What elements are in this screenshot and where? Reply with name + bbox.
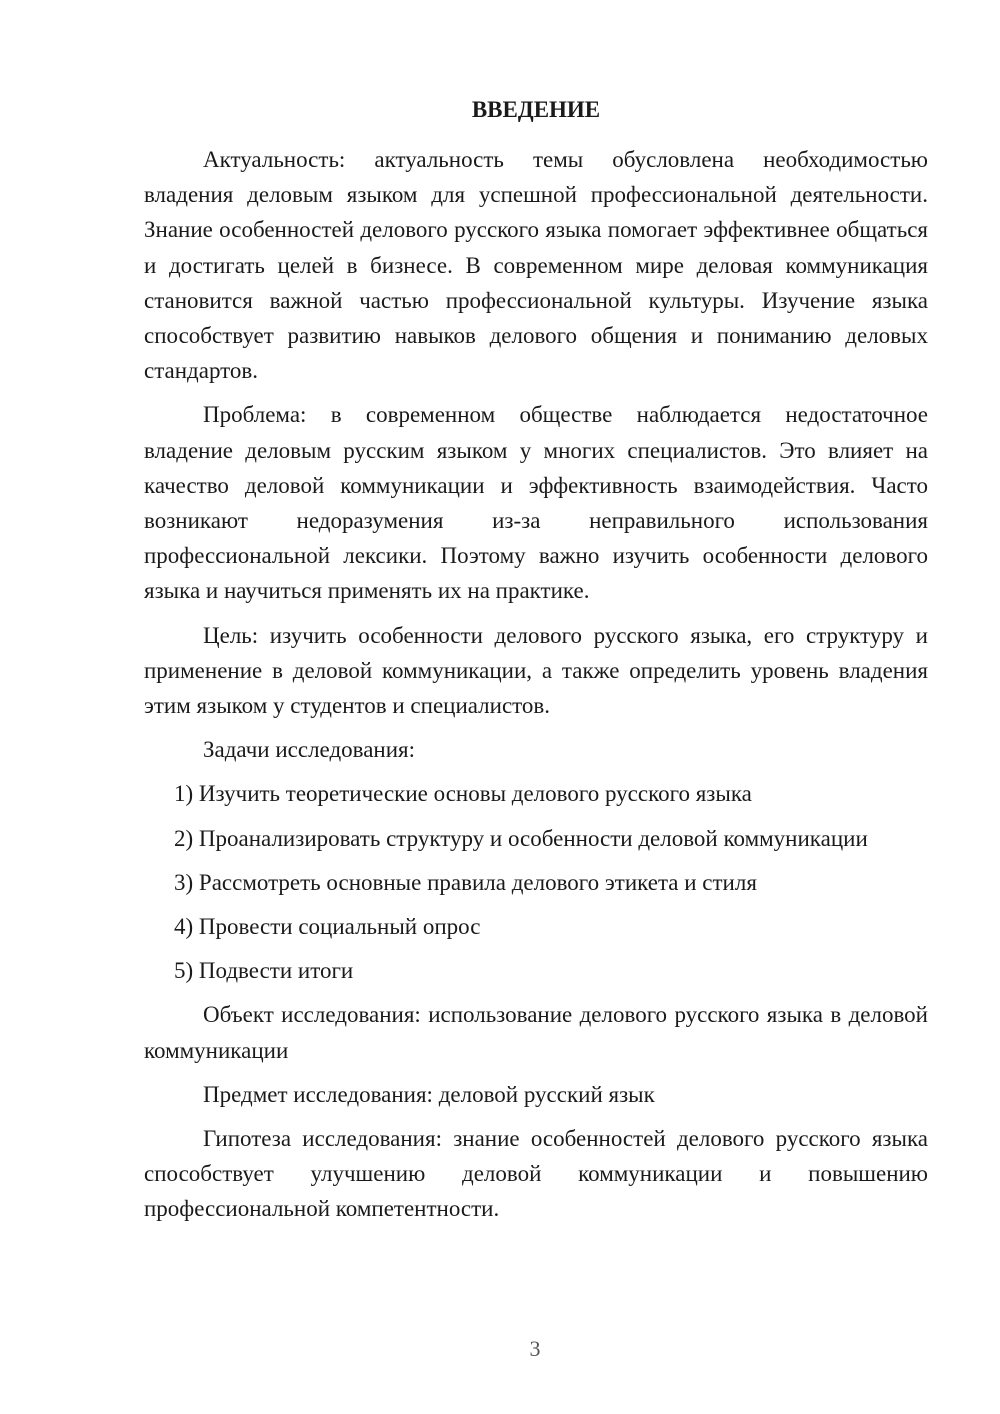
paragraph-goal: Цель: изучить особенности делового русского языка, его структуру и применение в деловой коммуникации, а также определить уровень владения этим языком у студентов и специалистов. xyxy=(144,622,928,719)
list-item: 3) Рассмотреть основные правила делового этикета и стиля xyxy=(174,869,757,895)
list-item: 5) Подвести итоги xyxy=(174,958,354,984)
paragraph-relevance: Актуальность: актуальность темы обусловлена необходимостью владения деловым языком для успешной профессиональной деятельности. Знание особенностей делового русского языка помогает эффективнее общаться и достигать целей в бизнесе. В современном мире деловая коммуникация становится важной частью профессиональной культуры. Изучение языка способствует развитию навыков делового общения и пониманию деловых стандартов. xyxy=(144,147,928,384)
paragraph-problem: Проблема: в современном обществе наблюдается недостаточное владение деловым русским языком у многих специалистов. Это влияет на качество деловой коммуникации и эффективность взаимодействия. Часто возникают недоразумения из-за неправильного использования профессиональной лексики. Поэтому важно изучить особенности делового языка и научиться применять их на практике. xyxy=(144,402,928,604)
page-title: ВВЕДЕНИЕ xyxy=(471,97,601,122)
list-item: 2) Проанализировать структуру и особенности деловой коммуникации xyxy=(174,825,868,851)
paragraph-object: Объект исследования: использование делового русского языка в деловой коммуникации xyxy=(144,1002,928,1063)
paragraph-subject: Предмет исследования: деловой русский язык xyxy=(203,1081,655,1107)
document-page xyxy=(144,94,928,1236)
list-item: 1) Изучить теоретические основы делового русского языка xyxy=(174,781,752,807)
page-number: 3 xyxy=(529,1336,541,1361)
list-item: 4) Провести социальный опрос xyxy=(174,914,481,940)
paragraph-hypothesis: Гипотеза исследования: знание особенностей делового русского языка способствует улучшению деловой коммуникации и повышению профессиональной компетентности. xyxy=(144,1126,928,1222)
tasks-heading: Задачи исследования: xyxy=(203,737,416,763)
